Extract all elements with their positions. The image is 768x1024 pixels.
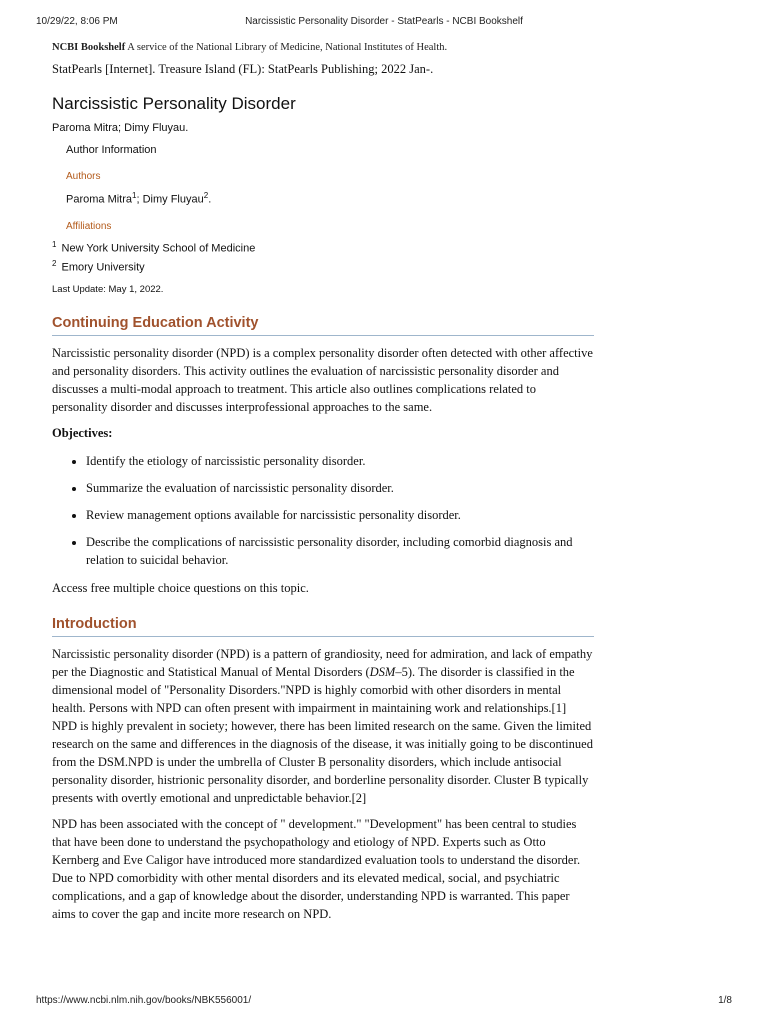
author-name[interactable]: Paroma Mitra xyxy=(66,193,133,206)
affiliation-list xyxy=(52,237,594,276)
introduction-paragraph-1: Narcissistic personality disorder (NPD) is a pattern of grandiosity, need for admiration, and lack of empathy per the Diagnostic and Statistical Manual of Mental Disorders (DSM–5). The disorder is classified in the dimensional model of "Personality Disorders."NPD is highly comorbid with other disorders in mental health. Persons with NPD can often present with impairment in maintaining work and relationships.[1] NPD is highly prevalent in society; however, there has been limited research on the same. Given the limited research on the same and differences in the diagnosis of the disease, it was initially going to be discontinued from the DSM.NPD is under the umbrella of Cluster B personality disorders, which include antisocial personality disorder, histrionic personality disorder, and borderline personality disorder. Cluster B typically presents with overtly emotional and unpredictable behavior.[2] xyxy=(52,646,593,805)
bookshelf-tagline: A service of the National Library of Medicine, National Institutes of Health. xyxy=(127,42,448,53)
ce-activity-paragraph: Narcissistic personality disorder (NPD) is a complex personality disorder often detected with other affective and personality disorders. This activity outlines the evaluation of narcissistic personality disorder and discusses a multi-modal approach to treatment. This article also outlines complications related to personality disorder and discusses interprofessional approaches to the same. xyxy=(52,345,593,414)
authors-line: Paroma Mitra; Dimy Fluyau. xyxy=(52,122,189,134)
objective-item: • Describe the complications of narcissistic personality disorder, including comorbid diagnosis and relation to suicidal behavior. xyxy=(86,533,594,569)
page-number: 1/8 xyxy=(718,995,732,1006)
page-url: https://www.ncbi.nlm.nih.gov/books/NBK556001/ xyxy=(36,995,252,1006)
print-footer xyxy=(36,995,732,1009)
author-affiliation-ref[interactable]: 1 xyxy=(132,191,137,200)
authors-heading: Authors xyxy=(66,171,101,182)
objective-item: • Identify the etiology of narcissistic personality disorder. xyxy=(86,452,594,470)
affiliation-item: $^1$ New York University School of Medicine xyxy=(52,239,256,255)
print-header xyxy=(36,16,732,30)
article-content xyxy=(52,41,594,931)
objectives-heading: Objectives: xyxy=(52,425,113,440)
book-citation: StatPearls [Internet]. Treasure Island (FL): StatPearls Publishing; 2022 Jan-. xyxy=(52,62,434,76)
objective-item: • Review management options available for narcissistic personality disorder. xyxy=(86,506,594,524)
section-heading-introduction: Introduction xyxy=(52,615,594,637)
affiliations-heading: Affiliations xyxy=(66,220,112,232)
objective-item: • Summarize the evaluation of narcissistic personality disorder. xyxy=(86,479,594,497)
section-heading-continuing-education: Continuing Education Activity xyxy=(52,314,594,336)
bookshelf-banner xyxy=(52,41,594,55)
print-document-title: Narcissistic Personality Disorder - StatPearls - NCBI Bookshelf xyxy=(245,16,523,27)
page-title: Narcissistic Personality Disorder xyxy=(52,94,296,113)
bookshelf-brand[interactable]: NCBI Bookshelf xyxy=(52,42,126,53)
last-update: Last Update: May 1, 2022. xyxy=(52,283,164,295)
access-questions-link[interactable]: Access free multiple choice questions on this topic. xyxy=(52,580,309,595)
affiliation-item: $^2$ Emory University xyxy=(52,259,145,274)
print-datetime: 10/29/22, 8:06 PM xyxy=(36,16,118,27)
introduction-paragraph-2: NPD has been associated with the concept of " development." "Development" has been central to studies that have been done to understand the psychopathology and etiology of NPD. Experts such as Otto Kernberg and Eve Caligor have introduced more standardized evaluation tools to understand the disorder. Due to NPD comorbidity with other mental disorders and its elevated medical, social, and psychiatric complications, and a gap of knowledge about the disorder, understanding NPD is warranted. This paper aims to cover the gap and incite more research on NPD. xyxy=(52,816,581,921)
author-information-panel xyxy=(52,143,594,276)
objectives-list xyxy=(52,452,594,569)
author-information-toggle[interactable]: Author Information xyxy=(66,144,157,156)
author-name[interactable]: Dimy Fluyau xyxy=(142,193,204,206)
author-list: Paroma Mitra$^1$; Dimy Fluyau$^2$. xyxy=(66,191,212,206)
author-affiliation-ref[interactable]: 2 xyxy=(203,191,209,200)
